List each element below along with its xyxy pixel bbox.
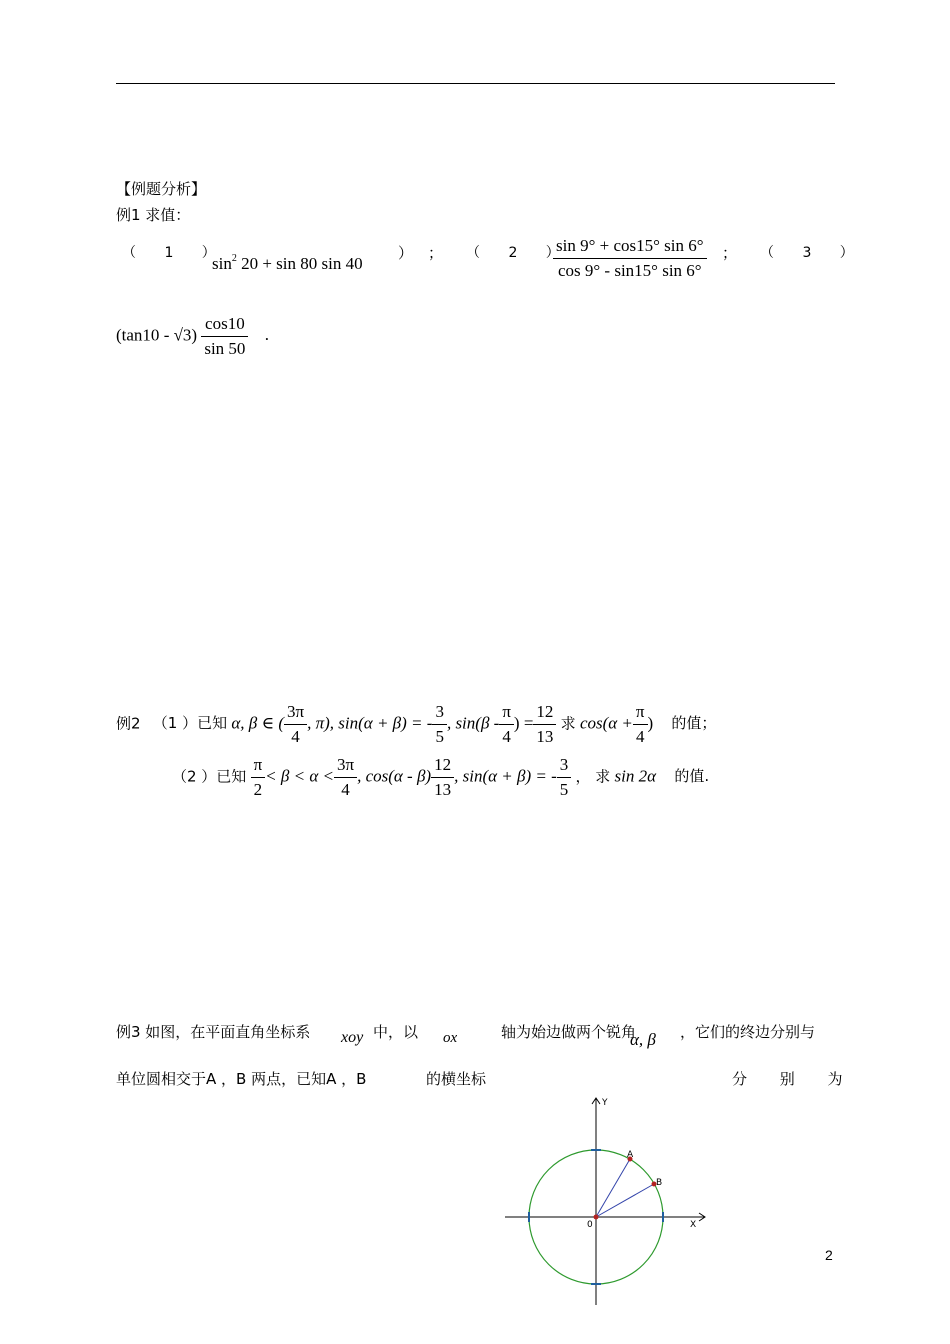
ray-oa (596, 1159, 630, 1217)
origin-label: 0 (587, 1220, 593, 1230)
unit-circle-figure (500, 1093, 715, 1308)
ex3-line1-mid: 中，以 (373, 1023, 419, 1041)
ex1-part1-marker: （ 1 ） (122, 245, 228, 261)
point-a-label: A (627, 1150, 634, 1160)
ray-ob (596, 1184, 654, 1217)
ex1-sep2: ； (722, 244, 738, 262)
ex1-part3-expression: (tan10 - √3) $\frac{\cos 10}{\sin 50}$ . (116, 314, 269, 358)
ex3-alpha-beta: α, β (630, 1030, 656, 1049)
ex3-ox: ox (443, 1030, 458, 1046)
ex3-line1-end: ，它们的终边分别与 (680, 1023, 816, 1041)
ex3-line2-end: 分 别 为 (732, 1070, 857, 1088)
ex2-question1: 例2 （1 ）已知 α, β ∈ ( $\frac{3\pi}{4}$ , π), sin(α + β) = - $\frac{3}{5}$ , sin(β - $\frac{\pi}{4}$ ) = $\frac{12}{13}$ 求 cos(α + $\frac{\pi}{4}$ ) 的值； (116, 702, 717, 746)
ex3-line1-angle: 轴为始边做两个锐角 (501, 1023, 637, 1041)
ex2-question2: （2 ）已知 $\frac{\pi}{2}$ < β < α < $\frac{3\pi}{4}$ , cos(α - β) $\frac{12}{13}$ , sin(α + β) = - $\frac{3}{5}$ ， 求 sin 2α 的值. (172, 755, 710, 799)
x-axis-label: X (690, 1220, 697, 1230)
ex1-part2-marker: （ 2 ） (466, 245, 572, 261)
origin-point (594, 1215, 599, 1220)
section-title: 【例题分析】 (116, 180, 207, 198)
ex3-line2-mid: 的横坐标 (426, 1070, 487, 1088)
ex3-line2-start: 单位圆相交于A ，B 两点，已知A ，B (116, 1070, 367, 1088)
ex1-part2-fraction: $\frac{\sin 9^\circ + \cos 15^\circ \sin 6^\circ}{\cos 9^\circ - \sin 15^\circ \sin 6^\circ}$ (553, 236, 707, 281)
ex1-sep1: ； (428, 244, 444, 262)
ex1-part3-marker: （ 3 ） (760, 245, 866, 261)
point-b-label: B (656, 1178, 663, 1188)
y-axis-label: Y (602, 1098, 608, 1108)
ex1-label: 例1 求值： (116, 206, 191, 224)
page-number: 2 (825, 1247, 833, 1263)
ex3-xoy: xoy (341, 1029, 364, 1046)
ex3-line1-start: 例3 如图，在平面直角坐标系 (116, 1023, 311, 1041)
header-rule (116, 83, 835, 84)
ex1-part1-expression: $\sin^2 20 + \sin 80$ sin 40 (212, 253, 363, 273)
ex1-part1-close: ） (398, 244, 414, 262)
